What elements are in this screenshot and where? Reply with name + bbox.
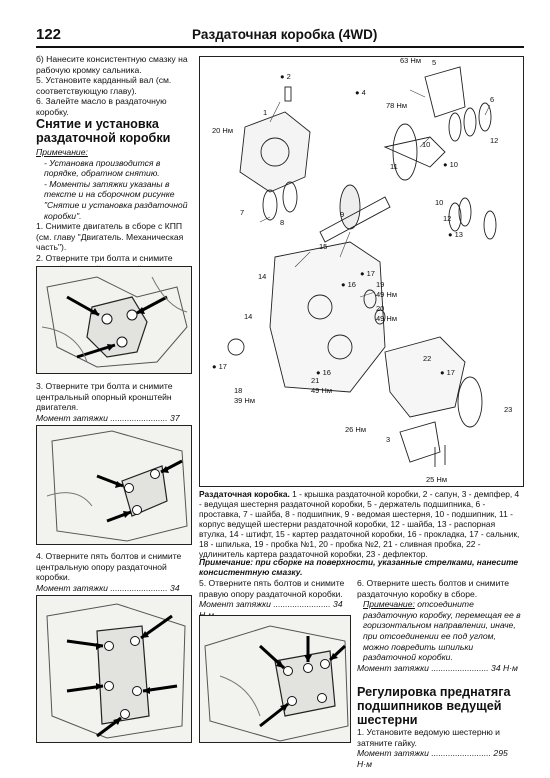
intro-line: 6. Залейте масло в раздаточную коробку. bbox=[36, 96, 167, 117]
svg-text:12: 12 bbox=[443, 214, 452, 223]
note-line: - Установка производится в порядке, обратном снятию. bbox=[44, 157, 161, 179]
svg-text:7: 7 bbox=[240, 208, 245, 217]
photo-right-support bbox=[199, 615, 351, 743]
note-line: - Моменты затяжки указаны в тексте и на сборочном рисунке "Снятие и установка раздаточной коробки". bbox=[44, 178, 188, 221]
svg-text:22: 22 bbox=[423, 354, 432, 363]
svg-text:6: 6 bbox=[490, 95, 495, 104]
svg-text:● 13: ● 13 bbox=[448, 230, 463, 239]
section-title-removal: Снятие и установка раздаточной коробки bbox=[36, 117, 171, 145]
transfer-case-exploded-diagram bbox=[199, 56, 524, 487]
svg-text:● 10: ● 10 bbox=[443, 160, 458, 169]
svg-text:18: 18 bbox=[234, 386, 243, 395]
svg-text:● 2: ● 2 bbox=[280, 72, 291, 81]
svg-text:49 Нм: 49 Нм bbox=[376, 314, 397, 323]
svg-text:12: 12 bbox=[490, 136, 499, 145]
svg-text:20: 20 bbox=[376, 304, 385, 313]
step-6-block bbox=[357, 578, 524, 673]
step-5: 5. Отверните пять болтов и снимите правую опору раздаточной коробки. bbox=[199, 578, 345, 599]
intro-line: б) Нанесите консистентную смазку на рабочую кромку сальника. bbox=[36, 54, 188, 75]
svg-text:● 17: ● 17 bbox=[212, 362, 227, 371]
svg-text:10: 10 bbox=[435, 198, 444, 207]
torque-spec: Момент затяжки ........................ 34 bbox=[199, 599, 343, 610]
svg-text:3: 3 bbox=[386, 435, 391, 444]
svg-text:5: 5 bbox=[432, 58, 437, 67]
preload-step-block bbox=[357, 727, 524, 769]
svg-text:14: 14 bbox=[258, 272, 267, 281]
svg-text:21: 21 bbox=[311, 376, 320, 385]
caption-note: Примечание: при сборке на поверхности, указанные стрелками, нанесите консистентную смазку. bbox=[199, 557, 519, 577]
torque-spec: Момент затяжки ........................ 34 bbox=[36, 582, 180, 593]
section-title-preload: Регулировка преднатяга подшипников ведущей шестерни bbox=[357, 685, 511, 727]
svg-text:10: 10 bbox=[422, 140, 431, 149]
intro-text bbox=[36, 54, 192, 118]
torque-spec: Момент затяжки ........................ 37 bbox=[36, 412, 180, 423]
svg-text:19: 19 bbox=[376, 280, 385, 289]
preload-step-1: 1. Установите ведомую шестерню и затяните гайку. bbox=[357, 727, 500, 748]
svg-text:11: 11 bbox=[390, 162, 398, 171]
svg-text:● 16: ● 16 bbox=[341, 280, 356, 289]
svg-text:14: 14 bbox=[244, 312, 253, 321]
svg-text:26 Нм: 26 Нм bbox=[345, 425, 366, 434]
svg-text:63 Нм: 63 Нм bbox=[400, 57, 421, 65]
photo-rear-bracket bbox=[36, 266, 192, 374]
svg-text:23: 23 bbox=[504, 405, 513, 414]
step-6: 6. Отверните шесть болтов и снимите раздаточную коробку в сборе. bbox=[357, 578, 509, 599]
svg-text:9: 9 bbox=[340, 210, 345, 219]
svg-text:49 Нм: 49 Нм bbox=[311, 386, 332, 395]
note-label: Примечание: bbox=[36, 147, 88, 157]
svg-text:25 Нм: 25 Нм bbox=[426, 475, 447, 484]
svg-text:49 Нм: 49 Нм bbox=[376, 290, 397, 299]
page-title: Раздаточная коробка (4WD) bbox=[192, 27, 378, 42]
step-2: 2. Отверните три болта и снимите bbox=[36, 252, 173, 263]
svg-text:78 Нм: 78 Нм bbox=[386, 101, 407, 110]
svg-text:● 17: ● 17 bbox=[360, 269, 375, 278]
note-text: отсоедините раздаточную коробку, перемещая ее в горизонтальном направлении, иначе, при отсоединении ее под углом, можно повредить шпильки раздаточной коробки. bbox=[363, 599, 521, 663]
torque-spec: Момент затяжки ......................... 295 Н·м bbox=[357, 748, 508, 769]
svg-text:1: 1 bbox=[263, 108, 268, 117]
svg-text:15: 15 bbox=[319, 242, 328, 251]
caption-body: 1 - крышка раздаточной коробки, 2 - сапун, 3 - демпфер, 4 - ведущая шестерня раздаточной коробки, 5 - держатель подшипника, 6 - проставка, 7 - шайба, 8 - подшипник, 9 - ведомая шестерня, 10 - подшипник, 11 - корпус ведущей шестерни раздаточной коробки, 12 - шайба, 13 - распорная втулка, 14 - штифт, 15 - картер раздаточной коробки, 16 - прокладка, 17 - сальник, 18 - шпилька, 19 - пробка №1, 20 - пробка №2, 21 - сливная пробка, 22 - удлинитель картера раздаточной коробки, 23 - дефлектор. bbox=[199, 489, 520, 559]
svg-text:● 17: ● 17 bbox=[440, 368, 455, 377]
note-label: Примечание: bbox=[363, 599, 415, 610]
step-4: 4. Отверните пять болтов и снимите центральную опору раздаточной коробки. bbox=[36, 551, 182, 583]
svg-text:● 4: ● 4 bbox=[355, 88, 366, 97]
page-number: 122 bbox=[36, 26, 62, 43]
photo-center-bracket bbox=[36, 425, 192, 545]
diagram-caption bbox=[199, 489, 524, 559]
photo-center-support bbox=[36, 595, 192, 743]
svg-text:● 16: ● 16 bbox=[316, 368, 331, 377]
svg-text:8: 8 bbox=[280, 218, 285, 227]
svg-text:20 Нм: 20 Нм bbox=[212, 126, 233, 135]
svg-text:39 Нм: 39 Нм bbox=[234, 396, 255, 405]
intro-line: 5. Установите карданный вал (см. соответствующую главу). bbox=[36, 75, 172, 96]
step-1: 1. Снимите двигатель в сборе с КПП (см. главу "Двигатель. Механическая часть"). bbox=[36, 221, 184, 253]
page-header bbox=[36, 26, 524, 48]
step-3: 3. Отверните три болта и снимите центральный опорный кронштейн двигателя. bbox=[36, 381, 173, 413]
caption-lead: Раздаточная коробка. bbox=[199, 489, 290, 499]
torque-spec: Момент затяжки ........................ 34 Н·м bbox=[357, 662, 518, 673]
